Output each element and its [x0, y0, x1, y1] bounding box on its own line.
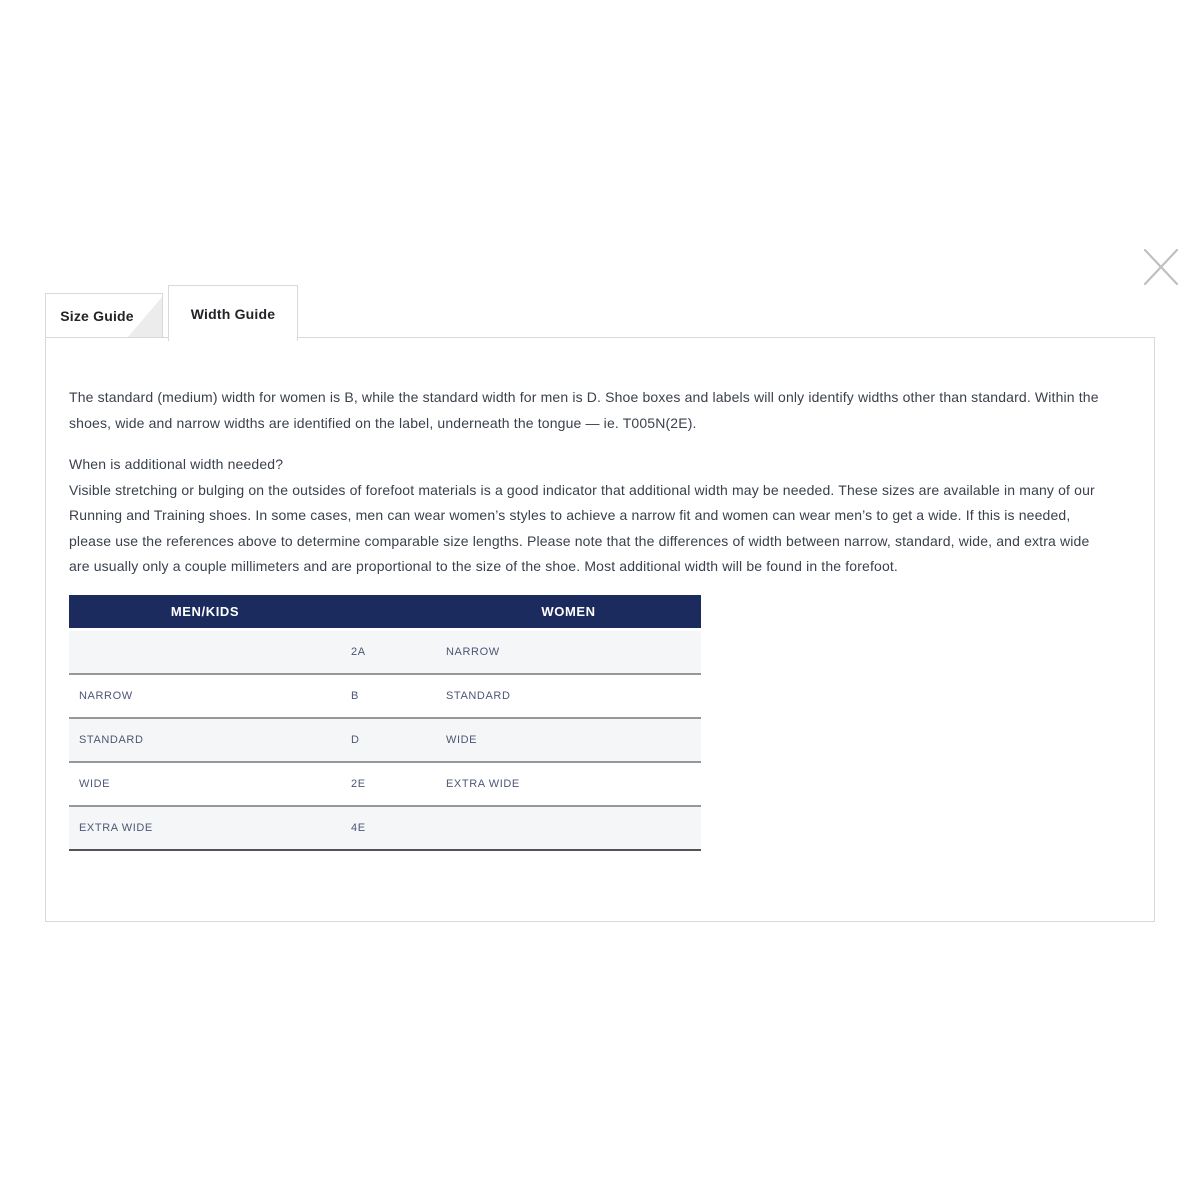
section-heading: When is additional width needed? [69, 456, 284, 472]
table-cell: WIDE [79, 777, 111, 790]
tab-size-guide-label: Size Guide [60, 307, 134, 324]
table-cell: D [351, 733, 360, 746]
close-icon [1139, 244, 1183, 288]
tab-size-guide[interactable] [45, 293, 163, 337]
tab-width-guide[interactable] [168, 285, 298, 341]
table-cell: NARROW [446, 645, 500, 658]
width-guide-content [46, 338, 1154, 851]
table-row [69, 631, 701, 675]
table-row [69, 719, 701, 763]
tab-width-guide-label: Width Guide [190, 305, 276, 322]
table-cell: 2E [351, 777, 366, 790]
intro-paragraph: The standard (medium) width for women is B, while the standard width for men is D. Shoe boxes and labels will only identify widths other than standard. Within the shoes, wide and narrow widths are identified on the label, underneath the tongue — ie. T005N(2E). [69, 389, 1099, 431]
table-cell: WIDE [446, 733, 478, 746]
width-table [69, 595, 701, 851]
table-row [69, 763, 701, 807]
table-row [69, 675, 701, 719]
table-cell: EXTRA WIDE [79, 821, 153, 834]
header-cell-women: WOMEN [541, 603, 596, 619]
table-row [69, 807, 701, 851]
table-cell: NARROW [79, 689, 133, 702]
table-cell: STANDARD [79, 733, 144, 746]
table-cell: EXTRA WIDE [446, 777, 520, 790]
section-body-paragraph: Visible stretching or bulging on the outsides of forefoot materials is a good indicator that additional width may be needed. These sizes are available in many of our Running and Training shoes. In some cases, men can wear women’s styles to achieve a narrow fit and women can wear men’s to get a wide. If this is needed, please use the references above to determine comparable size lengths. Please note that the differences of width between narrow, standard, wide, and extra wide are usually only a couple millimeters and are proportional to the size of the shoe. Most additional width will be found in the forefoot. [69, 481, 1095, 574]
table-cell: B [351, 689, 359, 702]
table-cell: STANDARD [446, 689, 511, 702]
width-table-header [69, 595, 701, 628]
table-cell: 2A [351, 645, 366, 658]
width-table-body [69, 631, 701, 851]
table-cell: 4E [351, 821, 366, 834]
width-guide-panel [45, 337, 1155, 922]
close-button[interactable] [1139, 244, 1183, 288]
header-cell-men-kids: MEN/KIDS [170, 603, 240, 619]
